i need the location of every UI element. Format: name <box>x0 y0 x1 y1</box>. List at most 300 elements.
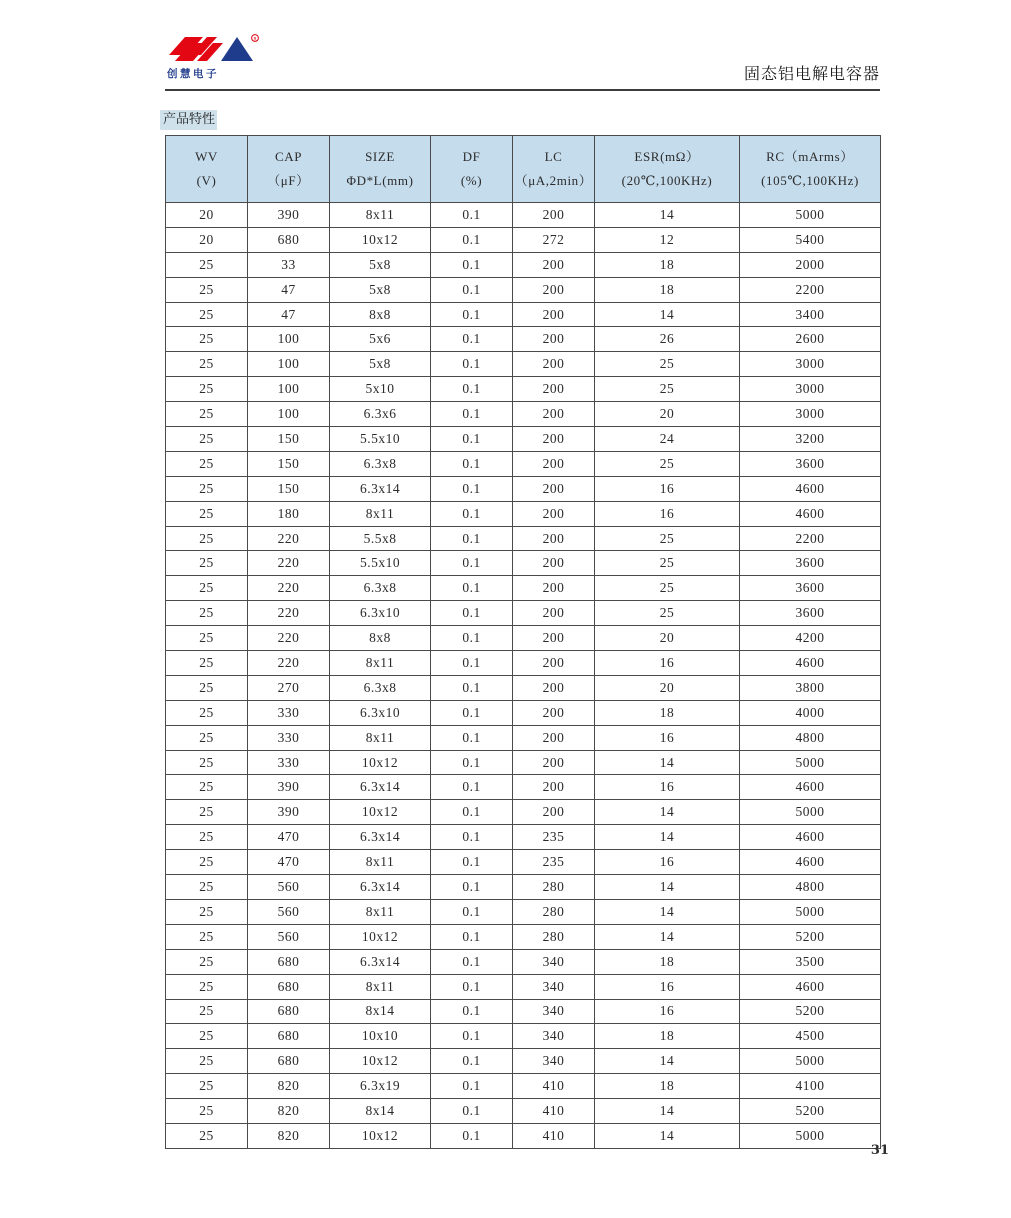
cell-lc: 235 <box>513 850 595 875</box>
cell-lc: 200 <box>513 277 595 302</box>
table-row <box>166 1024 881 1049</box>
cell-rc: 5200 <box>740 924 881 949</box>
cell-esr: 16 <box>595 476 740 501</box>
cell-esr: 18 <box>595 949 740 974</box>
cell-lc: 200 <box>513 501 595 526</box>
cell-esr: 16 <box>595 850 740 875</box>
company-wordmark: 创慧电子 <box>167 68 219 80</box>
cell-lc: 200 <box>513 476 595 501</box>
cell-esr: 18 <box>595 700 740 725</box>
cell-df: 0.1 <box>431 750 513 775</box>
cell-size: 5x8 <box>330 352 431 377</box>
cell-size: 8x11 <box>330 651 431 676</box>
cell-lc: 200 <box>513 601 595 626</box>
cell-size: 8x11 <box>330 725 431 750</box>
cell-size: 5x6 <box>330 327 431 352</box>
column-header-wv <box>166 136 248 203</box>
cell-rc: 3600 <box>740 576 881 601</box>
cell-wv: 25 <box>166 850 248 875</box>
cell-wv: 25 <box>166 775 248 800</box>
cell-df: 0.1 <box>431 576 513 601</box>
cell-size: 6.3x14 <box>330 825 431 850</box>
cell-lc: 340 <box>513 1024 595 1049</box>
cell-size: 8x14 <box>330 1099 431 1124</box>
table-row <box>166 427 881 452</box>
cell-size: 10x12 <box>330 800 431 825</box>
cell-lc: 200 <box>513 725 595 750</box>
table-row <box>166 675 881 700</box>
cell-wv: 25 <box>166 924 248 949</box>
cell-rc: 5200 <box>740 999 881 1024</box>
table-row <box>166 526 881 551</box>
cell-wv: 25 <box>166 1074 248 1099</box>
cell-esr: 25 <box>595 601 740 626</box>
table-row <box>166 302 881 327</box>
cell-lc: 235 <box>513 825 595 850</box>
cell-df: 0.1 <box>431 875 513 900</box>
cell-rc: 3800 <box>740 675 881 700</box>
cell-wv: 25 <box>166 899 248 924</box>
cell-df: 0.1 <box>431 949 513 974</box>
cell-size: 6.3x19 <box>330 1074 431 1099</box>
cell-size: 6.3x8 <box>330 675 431 700</box>
column-header-wv-line2: (V) <box>196 173 217 188</box>
cell-wv: 25 <box>166 700 248 725</box>
cell-wv: 25 <box>166 402 248 427</box>
cell-rc: 5200 <box>740 1099 881 1124</box>
cell-rc: 4600 <box>740 501 881 526</box>
svg-text:R: R <box>253 37 257 43</box>
cell-lc: 200 <box>513 551 595 576</box>
cell-cap: 560 <box>248 924 330 949</box>
cell-rc: 4500 <box>740 1024 881 1049</box>
cell-cap: 330 <box>248 700 330 725</box>
cell-lc: 200 <box>513 626 595 651</box>
table-row <box>166 402 881 427</box>
cell-cap: 330 <box>248 725 330 750</box>
cell-size: 10x10 <box>330 1024 431 1049</box>
cell-df: 0.1 <box>431 501 513 526</box>
cell-cap: 680 <box>248 999 330 1024</box>
cell-size: 5.5x8 <box>330 526 431 551</box>
cell-size: 10x12 <box>330 1049 431 1074</box>
cell-df: 0.1 <box>431 526 513 551</box>
cell-df: 0.1 <box>431 377 513 402</box>
column-header-rc-line1: RC（mArms） <box>766 148 854 164</box>
cell-esr: 14 <box>595 1049 740 1074</box>
cell-rc: 4100 <box>740 1074 881 1099</box>
table-row <box>166 327 881 352</box>
cell-lc: 200 <box>513 302 595 327</box>
cell-wv: 25 <box>166 302 248 327</box>
table-row <box>166 576 881 601</box>
table-row <box>166 949 881 974</box>
cell-lc: 200 <box>513 451 595 476</box>
cell-cap: 220 <box>248 626 330 651</box>
cell-esr: 14 <box>595 825 740 850</box>
cell-lc: 200 <box>513 402 595 427</box>
cell-lc: 200 <box>513 651 595 676</box>
cell-lc: 200 <box>513 800 595 825</box>
column-header-df-line2: (%) <box>460 173 483 188</box>
cell-wv: 25 <box>166 949 248 974</box>
table-row <box>166 999 881 1024</box>
cell-lc: 200 <box>513 526 595 551</box>
cell-esr: 26 <box>595 327 740 352</box>
cell-df: 0.1 <box>431 551 513 576</box>
cell-cap: 100 <box>248 327 330 352</box>
cell-df: 0.1 <box>431 974 513 999</box>
cell-df: 0.1 <box>431 1123 513 1148</box>
cell-size: 8x14 <box>330 999 431 1024</box>
table-row <box>166 1049 881 1074</box>
table-row <box>166 700 881 725</box>
cell-df: 0.1 <box>431 227 513 252</box>
cell-size: 6.3x8 <box>330 451 431 476</box>
cell-size: 5.5x10 <box>330 427 431 452</box>
cell-esr: 16 <box>595 501 740 526</box>
cell-cap: 150 <box>248 451 330 476</box>
cell-size: 5x8 <box>330 252 431 277</box>
section-title-product-characteristics: 产品特性 <box>160 110 217 130</box>
cell-cap: 390 <box>248 800 330 825</box>
cell-lc: 200 <box>513 675 595 700</box>
cell-esr: 14 <box>595 899 740 924</box>
column-header-rc-line2: (105℃,100KHz) <box>761 173 859 188</box>
table-row <box>166 551 881 576</box>
cell-size: 8x11 <box>330 850 431 875</box>
column-header-df-line1: DF <box>462 148 481 164</box>
page-number: 31 <box>870 1143 889 1158</box>
cell-size: 8x11 <box>330 974 431 999</box>
cell-cap: 820 <box>248 1123 330 1148</box>
cell-df: 0.1 <box>431 725 513 750</box>
cell-esr: 16 <box>595 974 740 999</box>
cell-lc: 200 <box>513 327 595 352</box>
cell-df: 0.1 <box>431 302 513 327</box>
cell-lc: 280 <box>513 875 595 900</box>
cell-df: 0.1 <box>431 999 513 1024</box>
cell-lc: 200 <box>513 700 595 725</box>
cell-size: 8x11 <box>330 899 431 924</box>
cell-wv: 25 <box>166 675 248 700</box>
cell-lc: 340 <box>513 999 595 1024</box>
cell-df: 0.1 <box>431 203 513 228</box>
cell-size: 8x8 <box>330 302 431 327</box>
cell-lc: 200 <box>513 252 595 277</box>
cell-df: 0.1 <box>431 427 513 452</box>
cell-rc: 4200 <box>740 626 881 651</box>
cell-df: 0.1 <box>431 850 513 875</box>
cell-esr: 14 <box>595 875 740 900</box>
cell-df: 0.1 <box>431 601 513 626</box>
cell-size: 8x8 <box>330 626 431 651</box>
cell-esr: 14 <box>595 800 740 825</box>
column-header-cap-line1: CAP <box>274 148 303 164</box>
cell-esr: 14 <box>595 750 740 775</box>
cell-rc: 4000 <box>740 700 881 725</box>
cell-size: 10x12 <box>330 227 431 252</box>
cell-rc: 4600 <box>740 850 881 875</box>
cell-rc: 3000 <box>740 402 881 427</box>
cell-lc: 200 <box>513 576 595 601</box>
cell-esr: 16 <box>595 651 740 676</box>
cell-rc: 5000 <box>740 800 881 825</box>
cell-size: 6.3x6 <box>330 402 431 427</box>
cell-size: 6.3x8 <box>330 576 431 601</box>
cell-esr: 14 <box>595 302 740 327</box>
cell-cap: 560 <box>248 899 330 924</box>
column-header-df <box>431 136 513 203</box>
cell-esr: 25 <box>595 551 740 576</box>
cell-cap: 330 <box>248 750 330 775</box>
column-header-size-line2: ΦD*L(mm) <box>346 173 414 188</box>
cell-cap: 220 <box>248 651 330 676</box>
table-row <box>166 1123 881 1148</box>
table-row <box>166 377 881 402</box>
cell-size: 5x8 <box>330 277 431 302</box>
cell-esr: 14 <box>595 1099 740 1124</box>
cell-df: 0.1 <box>431 924 513 949</box>
cell-wv: 25 <box>166 875 248 900</box>
column-header-wv-line1: WV <box>195 148 218 164</box>
cell-df: 0.1 <box>431 651 513 676</box>
cell-size: 10x12 <box>330 924 431 949</box>
cell-df: 0.1 <box>431 800 513 825</box>
cell-wv: 25 <box>166 725 248 750</box>
cell-esr: 18 <box>595 277 740 302</box>
cell-rc: 4600 <box>740 974 881 999</box>
cell-wv: 25 <box>166 825 248 850</box>
cell-cap: 150 <box>248 476 330 501</box>
cell-wv: 25 <box>166 576 248 601</box>
cell-cap: 680 <box>248 227 330 252</box>
cell-esr: 25 <box>595 352 740 377</box>
specification-table-body <box>166 203 881 1149</box>
cell-size: 6.3x14 <box>330 949 431 974</box>
cell-cap: 220 <box>248 551 330 576</box>
cell-cap: 150 <box>248 427 330 452</box>
cell-cap: 100 <box>248 352 330 377</box>
table-row <box>166 750 881 775</box>
cell-rc: 5000 <box>740 203 881 228</box>
cell-wv: 25 <box>166 352 248 377</box>
cell-wv: 25 <box>166 974 248 999</box>
table-row <box>166 850 881 875</box>
cell-df: 0.1 <box>431 675 513 700</box>
table-row <box>166 352 881 377</box>
cell-esr: 25 <box>595 451 740 476</box>
cell-size: 8x11 <box>330 501 431 526</box>
cell-rc: 5000 <box>740 750 881 775</box>
cell-wv: 25 <box>166 1099 248 1124</box>
cell-rc: 5000 <box>740 1123 881 1148</box>
column-header-esr-line1: ESR(mΩ） <box>634 148 700 164</box>
cell-rc: 4600 <box>740 775 881 800</box>
cell-cap: 100 <box>248 377 330 402</box>
cell-lc: 200 <box>513 775 595 800</box>
cell-df: 0.1 <box>431 1099 513 1124</box>
table-row <box>166 252 881 277</box>
cell-lc: 272 <box>513 227 595 252</box>
cell-wv: 25 <box>166 551 248 576</box>
table-row <box>166 277 881 302</box>
specification-table <box>165 135 881 1149</box>
cell-rc: 4800 <box>740 725 881 750</box>
cell-esr: 18 <box>595 252 740 277</box>
table-row <box>166 825 881 850</box>
cell-rc: 5000 <box>740 899 881 924</box>
cell-lc: 410 <box>513 1123 595 1148</box>
cell-size: 10x12 <box>330 750 431 775</box>
column-header-lc-line2: （μA,2min） <box>514 173 593 188</box>
cell-size: 6.3x14 <box>330 476 431 501</box>
cell-df: 0.1 <box>431 1024 513 1049</box>
table-row <box>166 203 881 228</box>
cell-df: 0.1 <box>431 899 513 924</box>
cell-wv: 20 <box>166 203 248 228</box>
cell-cap: 47 <box>248 277 330 302</box>
cell-wv: 25 <box>166 377 248 402</box>
cell-cap: 220 <box>248 526 330 551</box>
column-header-lc-line1: LC <box>544 148 563 164</box>
cell-cap: 180 <box>248 501 330 526</box>
cell-cap: 33 <box>248 252 330 277</box>
cell-esr: 16 <box>595 725 740 750</box>
cell-df: 0.1 <box>431 775 513 800</box>
table-row <box>166 1099 881 1124</box>
cell-esr: 16 <box>595 999 740 1024</box>
column-header-size <box>330 136 431 203</box>
cell-df: 0.1 <box>431 1074 513 1099</box>
cell-size: 6.3x10 <box>330 601 431 626</box>
cell-rc: 3400 <box>740 302 881 327</box>
cell-size: 8x11 <box>330 203 431 228</box>
cell-cap: 47 <box>248 302 330 327</box>
table-row <box>166 725 881 750</box>
cell-cap: 390 <box>248 203 330 228</box>
cell-wv: 25 <box>166 800 248 825</box>
cell-wv: 20 <box>166 227 248 252</box>
table-row <box>166 875 881 900</box>
cell-lc: 340 <box>513 974 595 999</box>
cell-wv: 25 <box>166 1049 248 1074</box>
table-header-row <box>166 136 881 203</box>
table-row <box>166 924 881 949</box>
cell-lc: 280 <box>513 924 595 949</box>
cell-df: 0.1 <box>431 402 513 427</box>
cell-size: 10x12 <box>330 1123 431 1148</box>
table-row <box>166 501 881 526</box>
cell-rc: 4600 <box>740 476 881 501</box>
page-header <box>165 33 880 91</box>
header-divider-rule <box>165 89 880 91</box>
cell-wv: 25 <box>166 750 248 775</box>
cell-wv: 25 <box>166 526 248 551</box>
cell-lc: 200 <box>513 750 595 775</box>
cell-df: 0.1 <box>431 277 513 302</box>
cell-wv: 25 <box>166 252 248 277</box>
table-row <box>166 476 881 501</box>
cell-df: 0.1 <box>431 825 513 850</box>
cell-cap: 820 <box>248 1099 330 1124</box>
cell-esr: 18 <box>595 1074 740 1099</box>
table-row <box>166 800 881 825</box>
cell-esr: 18 <box>595 1024 740 1049</box>
cell-df: 0.1 <box>431 451 513 476</box>
cell-lc: 200 <box>513 203 595 228</box>
cell-wv: 25 <box>166 327 248 352</box>
column-header-cap-line2: （μF） <box>267 173 310 188</box>
cell-lc: 410 <box>513 1074 595 1099</box>
column-header-rc <box>740 136 881 203</box>
cell-rc: 4600 <box>740 825 881 850</box>
cell-rc: 3600 <box>740 451 881 476</box>
cell-df: 0.1 <box>431 352 513 377</box>
cell-rc: 4800 <box>740 875 881 900</box>
cell-df: 0.1 <box>431 700 513 725</box>
cell-lc: 410 <box>513 1099 595 1124</box>
cell-esr: 20 <box>595 402 740 427</box>
cell-wv: 25 <box>166 999 248 1024</box>
cell-df: 0.1 <box>431 1049 513 1074</box>
cell-lc: 200 <box>513 352 595 377</box>
column-header-lc <box>513 136 595 203</box>
cell-esr: 14 <box>595 924 740 949</box>
cell-rc: 3000 <box>740 377 881 402</box>
cell-rc: 3500 <box>740 949 881 974</box>
cell-esr: 14 <box>595 1123 740 1148</box>
cell-esr: 20 <box>595 626 740 651</box>
cell-cap: 220 <box>248 576 330 601</box>
cell-cap: 100 <box>248 402 330 427</box>
cell-rc: 3000 <box>740 352 881 377</box>
cell-wv: 25 <box>166 427 248 452</box>
column-header-esr-line2: (20℃,100KHz) <box>621 173 713 188</box>
cell-wv: 25 <box>166 1024 248 1049</box>
cell-esr: 25 <box>595 576 740 601</box>
cell-wv: 25 <box>166 277 248 302</box>
cell-lc: 280 <box>513 899 595 924</box>
cell-lc: 340 <box>513 1049 595 1074</box>
cell-lc: 200 <box>513 427 595 452</box>
column-header-cap <box>248 136 330 203</box>
cell-wv: 25 <box>166 501 248 526</box>
cell-esr: 14 <box>595 203 740 228</box>
cell-esr: 16 <box>595 775 740 800</box>
cell-rc: 5400 <box>740 227 881 252</box>
cell-cap: 680 <box>248 949 330 974</box>
cell-rc: 2000 <box>740 252 881 277</box>
cell-esr: 20 <box>595 675 740 700</box>
cell-rc: 3200 <box>740 427 881 452</box>
cell-cap: 270 <box>248 675 330 700</box>
specification-table-container <box>165 135 880 1149</box>
column-header-esr <box>595 136 740 203</box>
cell-cap: 820 <box>248 1074 330 1099</box>
cell-size: 6.3x14 <box>330 875 431 900</box>
cell-wv: 25 <box>166 476 248 501</box>
cell-cap: 680 <box>248 974 330 999</box>
cell-wv: 25 <box>166 651 248 676</box>
cell-lc: 200 <box>513 377 595 402</box>
cell-esr: 24 <box>595 427 740 452</box>
cell-lc: 340 <box>513 949 595 974</box>
cell-df: 0.1 <box>431 626 513 651</box>
cell-df: 0.1 <box>431 252 513 277</box>
table-row <box>166 227 881 252</box>
column-header-size-line1: SIZE <box>365 148 395 164</box>
